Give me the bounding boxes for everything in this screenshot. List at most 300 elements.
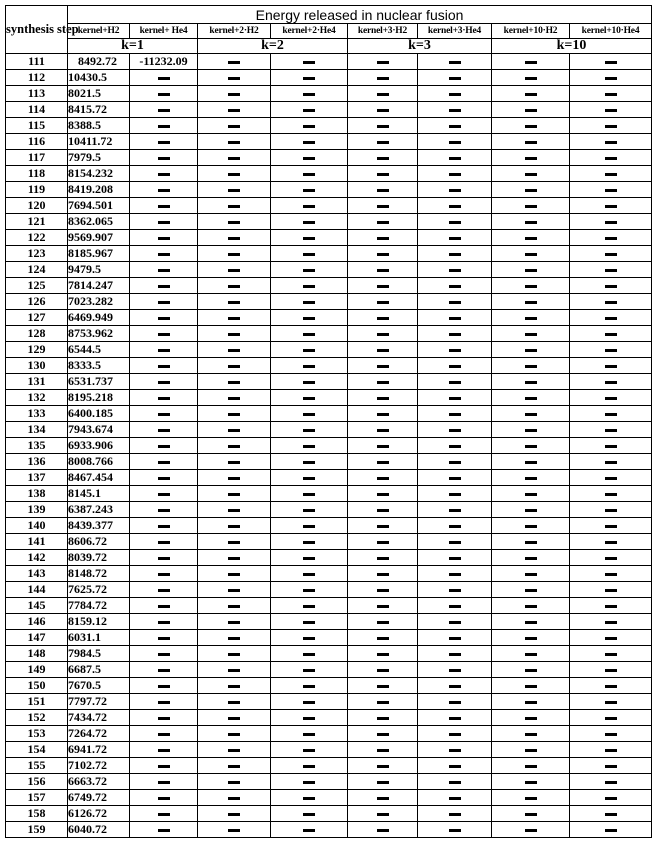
table-row (6, 710, 652, 726)
dash-mark (228, 781, 240, 784)
dash-mark (228, 477, 240, 480)
dash-mark (303, 157, 315, 160)
empty-value-dash (570, 294, 652, 310)
empty-value-dash (418, 550, 492, 566)
dash-mark (449, 573, 461, 576)
empty-value-dash (271, 790, 348, 806)
empty-value-dash (418, 358, 492, 374)
empty-value-dash (198, 790, 271, 806)
dash-mark (377, 829, 389, 832)
empty-value-dash (570, 246, 652, 262)
dash-mark (228, 93, 240, 96)
empty-value-dash (492, 134, 570, 150)
table-row (6, 54, 652, 70)
empty-value-dash (348, 598, 418, 614)
synthesis-step-cell: 118 (6, 166, 68, 182)
empty-value-dash (570, 726, 652, 742)
dash-mark (449, 749, 461, 752)
empty-value-dash (130, 582, 198, 598)
synthesis-step-cell: 153 (6, 726, 68, 742)
dash-mark (525, 205, 537, 208)
energy-kernel-h2-cell: 7694.501 (68, 198, 130, 214)
dash-mark (377, 573, 389, 576)
dash-mark (158, 653, 170, 656)
dash-mark (525, 109, 537, 112)
empty-value-dash (492, 790, 570, 806)
dash-mark (525, 253, 537, 256)
synthesis-step-cell: 120 (6, 198, 68, 214)
dash-mark (228, 253, 240, 256)
synthesis-step-header: synthesis step (6, 6, 68, 54)
empty-value-dash (418, 518, 492, 534)
empty-value-dash (492, 422, 570, 438)
empty-value-dash (492, 182, 570, 198)
dash-mark (303, 93, 315, 96)
empty-value-dash (271, 214, 348, 230)
dash-mark (158, 749, 170, 752)
dash-mark (303, 397, 315, 400)
empty-value-dash (271, 582, 348, 598)
dash-mark (158, 605, 170, 608)
dash-mark (158, 285, 170, 288)
empty-value-dash (492, 566, 570, 582)
empty-value-dash (570, 694, 652, 710)
dash-mark (605, 381, 617, 384)
dash-mark (525, 141, 537, 144)
synthesis-step-cell: 145 (6, 598, 68, 614)
dash-mark (377, 173, 389, 176)
energy-kernel-h2-cell: 9569.907 (68, 230, 130, 246)
empty-value-dash (198, 662, 271, 678)
energy-kernel-h2-cell: 6749.72 (68, 790, 130, 806)
empty-value-dash (198, 614, 271, 630)
table-row (6, 102, 652, 118)
dash-mark (377, 365, 389, 368)
empty-value-dash (570, 550, 652, 566)
dash-mark (228, 669, 240, 672)
dash-mark (158, 77, 170, 80)
dash-mark (605, 445, 617, 448)
empty-value-dash (271, 358, 348, 374)
empty-value-dash (271, 678, 348, 694)
empty-value-dash (348, 630, 418, 646)
dash-mark (158, 365, 170, 368)
dash-mark (605, 637, 617, 640)
dash-mark (449, 381, 461, 384)
dash-mark (303, 173, 315, 176)
dash-mark (525, 413, 537, 416)
empty-value-dash (348, 134, 418, 150)
dash-mark (605, 653, 617, 656)
empty-value-dash (418, 70, 492, 86)
dash-mark (605, 733, 617, 736)
dash-mark (228, 381, 240, 384)
dash-mark (605, 61, 617, 64)
empty-value-dash (570, 134, 652, 150)
dash-mark (158, 333, 170, 336)
empty-value-dash (348, 358, 418, 374)
empty-value-dash (198, 262, 271, 278)
empty-value-dash (418, 86, 492, 102)
dash-mark (158, 93, 170, 96)
empty-value-dash (130, 454, 198, 470)
table-row (6, 118, 652, 134)
dash-mark (228, 189, 240, 192)
table-row (6, 822, 652, 838)
dash-mark (303, 493, 315, 496)
dash-mark (303, 109, 315, 112)
dash-mark (449, 157, 461, 160)
empty-value-dash (348, 822, 418, 838)
empty-value-dash (198, 70, 271, 86)
empty-value-dash (418, 742, 492, 758)
dash-mark (377, 301, 389, 304)
dash-mark (303, 413, 315, 416)
empty-value-dash (130, 374, 198, 390)
empty-value-dash (271, 262, 348, 278)
empty-value-dash (492, 390, 570, 406)
dash-mark (377, 717, 389, 720)
dash-mark (449, 429, 461, 432)
dash-mark (303, 669, 315, 672)
empty-value-dash (130, 646, 198, 662)
empty-value-dash (418, 710, 492, 726)
energy-kernel-h2-cell: 8419.208 (68, 182, 130, 198)
empty-value-dash (418, 342, 492, 358)
dash-mark (377, 141, 389, 144)
dash-mark (303, 141, 315, 144)
table-row (6, 630, 652, 646)
empty-value-dash (198, 502, 271, 518)
empty-value-dash (271, 822, 348, 838)
dash-mark (228, 77, 240, 80)
empty-value-dash (348, 470, 418, 486)
empty-value-dash (130, 566, 198, 582)
dash-mark (377, 413, 389, 416)
empty-value-dash (130, 198, 198, 214)
energy-kernel-h2-cell: 7943.674 (68, 422, 130, 438)
empty-value-dash (348, 70, 418, 86)
dash-mark (525, 381, 537, 384)
energy-kernel-h2-cell: 8008.766 (68, 454, 130, 470)
dash-mark (228, 61, 240, 64)
dash-mark (303, 829, 315, 832)
dash-mark (228, 205, 240, 208)
empty-value-dash (271, 502, 348, 518)
empty-value-dash (130, 246, 198, 262)
energy-kernel-h2-cell: 7784.72 (68, 598, 130, 614)
empty-value-dash (418, 470, 492, 486)
empty-value-dash (130, 134, 198, 150)
empty-value-dash (418, 230, 492, 246)
dash-mark (449, 445, 461, 448)
dash-mark (525, 493, 537, 496)
empty-value-dash (492, 502, 570, 518)
synthesis-step-cell: 144 (6, 582, 68, 598)
empty-value-dash (130, 182, 198, 198)
dash-mark (377, 157, 389, 160)
dash-mark (303, 749, 315, 752)
dash-mark (449, 493, 461, 496)
empty-value-dash (271, 86, 348, 102)
dash-mark (449, 685, 461, 688)
dash-mark (525, 813, 537, 816)
empty-value-dash (130, 86, 198, 102)
empty-value-dash (198, 118, 271, 134)
dash-mark (525, 61, 537, 64)
table-row (6, 662, 652, 678)
synthesis-step-cell: 141 (6, 534, 68, 550)
empty-value-dash (492, 822, 570, 838)
dash-mark (525, 669, 537, 672)
empty-value-dash (271, 278, 348, 294)
dash-mark (449, 397, 461, 400)
empty-value-dash (348, 486, 418, 502)
group-k2: k=2 (198, 39, 348, 54)
empty-value-dash (570, 454, 652, 470)
empty-value-dash (492, 166, 570, 182)
table-row (6, 646, 652, 662)
dash-mark (605, 621, 617, 624)
synthesis-step-cell: 137 (6, 470, 68, 486)
empty-value-dash (130, 518, 198, 534)
dash-mark (303, 653, 315, 656)
empty-value-dash (492, 342, 570, 358)
dash-mark (303, 429, 315, 432)
empty-value-dash (198, 678, 271, 694)
dash-mark (449, 141, 461, 144)
table-row (6, 566, 652, 582)
empty-value-dash (418, 390, 492, 406)
dash-mark (377, 621, 389, 624)
table-row (6, 166, 652, 182)
empty-value-dash (130, 342, 198, 358)
energy-kernel-h2-cell: 8021.5 (68, 86, 130, 102)
empty-value-dash (348, 518, 418, 534)
table-row (6, 422, 652, 438)
dash-mark (605, 237, 617, 240)
dash-mark (158, 301, 170, 304)
synthesis-step-cell: 129 (6, 342, 68, 358)
dash-mark (377, 429, 389, 432)
dash-mark (303, 205, 315, 208)
empty-value-dash (348, 806, 418, 822)
dash-mark (158, 397, 170, 400)
dash-mark (228, 637, 240, 640)
empty-value-dash (348, 662, 418, 678)
empty-value-dash (130, 102, 198, 118)
empty-value-dash (570, 262, 652, 278)
group-k1: k=1 (68, 39, 198, 54)
dash-mark (449, 221, 461, 224)
empty-value-dash (271, 534, 348, 550)
empty-value-dash (130, 806, 198, 822)
dash-mark (377, 397, 389, 400)
table-row (6, 86, 652, 102)
dash-mark (228, 141, 240, 144)
empty-value-dash (198, 438, 271, 454)
empty-value-dash (130, 422, 198, 438)
empty-value-dash (418, 694, 492, 710)
empty-value-dash (271, 614, 348, 630)
empty-value-dash (198, 486, 271, 502)
empty-value-dash (130, 326, 198, 342)
dash-mark (449, 829, 461, 832)
empty-value-dash (570, 358, 652, 374)
empty-value-dash (198, 166, 271, 182)
empty-value-dash (570, 342, 652, 358)
table-row (6, 454, 652, 470)
dash-mark (605, 557, 617, 560)
energy-kernel-h2-cell: 7625.72 (68, 582, 130, 598)
synthesis-step-cell: 146 (6, 614, 68, 630)
empty-value-dash (271, 422, 348, 438)
col-kernel-3he4: kernel+3·He4 (418, 24, 492, 39)
empty-value-dash (492, 230, 570, 246)
energy-kernel-h2-cell: 8159.12 (68, 614, 130, 630)
energy-kernel-h2-cell: 6544.5 (68, 342, 130, 358)
dash-mark (377, 445, 389, 448)
synthesis-step-cell: 135 (6, 438, 68, 454)
empty-value-dash (198, 422, 271, 438)
empty-value-dash (198, 598, 271, 614)
empty-value-dash (492, 118, 570, 134)
empty-value-dash (130, 358, 198, 374)
empty-value-dash (570, 790, 652, 806)
dash-mark (158, 349, 170, 352)
synthesis-step-cell: 159 (6, 822, 68, 838)
empty-value-dash (418, 486, 492, 502)
dash-mark (158, 637, 170, 640)
empty-value-dash (271, 182, 348, 198)
empty-value-dash (348, 726, 418, 742)
table-row (6, 438, 652, 454)
empty-value-dash (348, 454, 418, 470)
dash-mark (605, 205, 617, 208)
empty-value-dash (130, 438, 198, 454)
dash-mark (228, 509, 240, 512)
empty-value-dash (348, 262, 418, 278)
dash-mark (449, 509, 461, 512)
empty-value-dash (348, 326, 418, 342)
dash-mark (449, 301, 461, 304)
dash-mark (525, 589, 537, 592)
dash-mark (449, 717, 461, 720)
empty-value-dash (198, 694, 271, 710)
dash-mark (449, 237, 461, 240)
empty-value-dash (570, 86, 652, 102)
empty-value-dash (348, 118, 418, 134)
dash-mark (158, 189, 170, 192)
dash-mark (605, 685, 617, 688)
dash-mark (605, 77, 617, 80)
dash-mark (158, 621, 170, 624)
dash-mark (228, 285, 240, 288)
empty-value-dash (198, 358, 271, 374)
empty-value-dash (348, 438, 418, 454)
dash-mark (449, 525, 461, 528)
dash-mark (605, 285, 617, 288)
empty-value-dash (130, 678, 198, 694)
empty-value-dash (348, 502, 418, 518)
dash-mark (605, 525, 617, 528)
dash-mark (449, 365, 461, 368)
dash-mark (158, 477, 170, 480)
dash-mark (158, 269, 170, 272)
energy-kernel-h2-cell: 6400.185 (68, 406, 130, 422)
empty-value-dash (570, 806, 652, 822)
dash-mark (158, 701, 170, 704)
dash-mark (605, 173, 617, 176)
dash-mark (377, 381, 389, 384)
dash-mark (303, 781, 315, 784)
empty-value-dash (198, 86, 271, 102)
empty-value-dash (348, 710, 418, 726)
dash-mark (377, 333, 389, 336)
dash-mark (449, 765, 461, 768)
empty-value-dash (418, 278, 492, 294)
empty-value-dash (418, 790, 492, 806)
empty-value-dash (570, 214, 652, 230)
synthesis-step-cell: 156 (6, 774, 68, 790)
empty-value-dash (348, 614, 418, 630)
dash-mark (525, 541, 537, 544)
empty-value-dash (418, 198, 492, 214)
dash-mark (303, 269, 315, 272)
table-row (6, 534, 652, 550)
synthesis-step-cell: 130 (6, 358, 68, 374)
dash-mark (303, 605, 315, 608)
dash-mark (377, 541, 389, 544)
dash-mark (377, 77, 389, 80)
empty-value-dash (492, 150, 570, 166)
empty-value-dash (130, 470, 198, 486)
dash-mark (228, 733, 240, 736)
dash-mark (303, 525, 315, 528)
dash-mark (377, 461, 389, 464)
energy-kernel-h2-cell: 8039.72 (68, 550, 130, 566)
group-k10: k=10 (492, 39, 652, 54)
empty-value-dash (198, 710, 271, 726)
energy-kernel-h2-cell: 7023.282 (68, 294, 130, 310)
dash-mark (158, 125, 170, 128)
empty-value-dash (418, 582, 492, 598)
empty-value-dash (492, 630, 570, 646)
dash-mark (525, 125, 537, 128)
energy-kernel-h2-cell: 10430.5 (68, 70, 130, 86)
dash-mark (525, 173, 537, 176)
empty-value-dash (271, 742, 348, 758)
dash-mark (449, 589, 461, 592)
dash-mark (605, 765, 617, 768)
energy-kernel-h2-cell: 8606.72 (68, 534, 130, 550)
dash-mark (605, 749, 617, 752)
dash-mark (303, 813, 315, 816)
empty-value-dash (198, 822, 271, 838)
dash-mark (303, 701, 315, 704)
empty-value-dash (570, 502, 652, 518)
dash-mark (605, 717, 617, 720)
empty-value-dash (198, 198, 271, 214)
empty-value-dash (198, 390, 271, 406)
empty-value-dash (570, 470, 652, 486)
dash-mark (377, 317, 389, 320)
dash-mark (228, 221, 240, 224)
energy-kernel-he4-cell: -11232.09 (130, 54, 198, 70)
empty-value-dash (348, 198, 418, 214)
dash-mark (303, 381, 315, 384)
empty-value-dash (570, 118, 652, 134)
